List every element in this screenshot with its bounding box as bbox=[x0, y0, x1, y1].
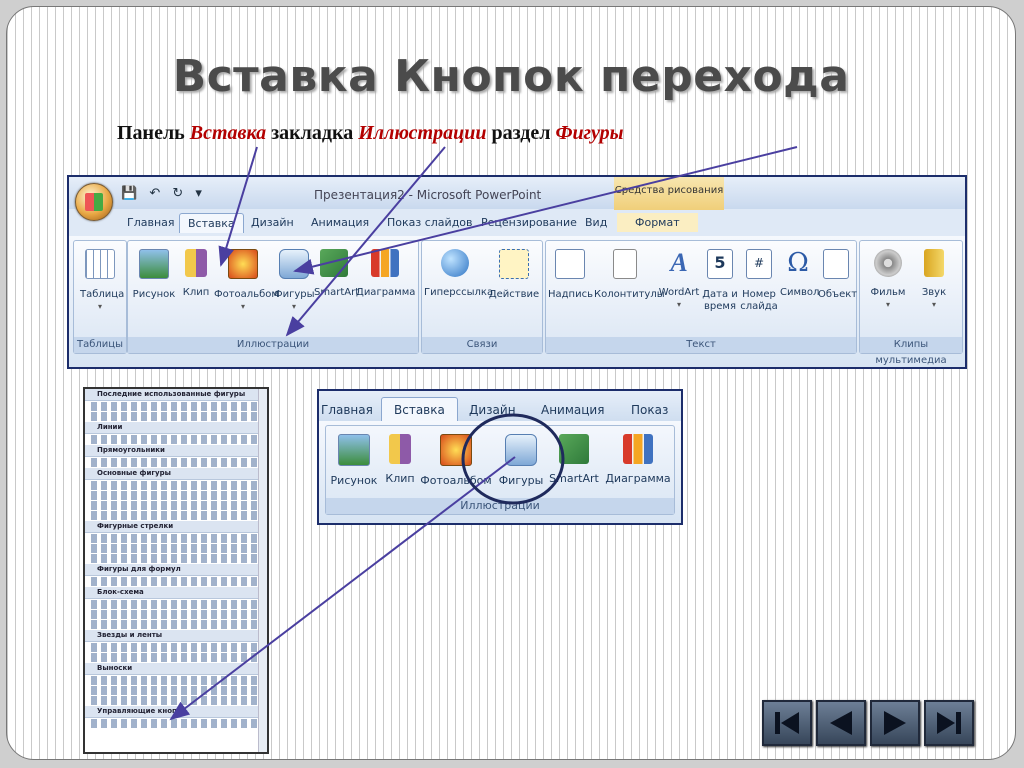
datetime-label-2: время bbox=[704, 301, 736, 312]
datetime-button[interactable] bbox=[702, 249, 738, 313]
clip-button[interactable] bbox=[180, 249, 212, 299]
group-label-illustrations: Иллюстрации bbox=[128, 337, 418, 353]
picture-icon bbox=[338, 434, 370, 466]
ribbon-screenshot bbox=[67, 175, 967, 369]
shape-row[interactable] bbox=[91, 600, 261, 609]
slide-number-button[interactable] bbox=[740, 249, 778, 313]
tab-slideshow[interactable]: Показ слайдов bbox=[387, 216, 473, 229]
gallery-section: Блок-схема bbox=[85, 587, 267, 599]
shape-row[interactable] bbox=[91, 501, 261, 510]
shape-row[interactable] bbox=[91, 491, 261, 500]
group-text bbox=[545, 240, 857, 354]
action-label: Действие bbox=[488, 289, 540, 300]
chart-icon bbox=[623, 434, 653, 464]
shape-row[interactable] bbox=[91, 686, 261, 695]
slide-number-label: Номер bbox=[742, 289, 776, 300]
table-icon bbox=[85, 249, 115, 279]
shape-row[interactable] bbox=[91, 676, 261, 685]
shape-row[interactable] bbox=[91, 577, 261, 586]
group-label-media: Клипы мультимедиа bbox=[860, 337, 962, 353]
ribbon-tabs bbox=[69, 210, 965, 236]
header-footer-button[interactable] bbox=[594, 249, 665, 301]
wordart-button[interactable] bbox=[658, 249, 700, 311]
tab-home[interactable]: Главная bbox=[321, 403, 373, 417]
next-slide-button[interactable] bbox=[870, 700, 920, 746]
slide-title: Вставка Кнопок перехода bbox=[172, 51, 850, 102]
action-buttons-row[interactable] bbox=[91, 719, 261, 728]
shapes-icon bbox=[279, 249, 309, 279]
undo-icon[interactable]: ↶ bbox=[149, 186, 161, 201]
redo-icon[interactable]: ↻ bbox=[172, 186, 184, 201]
shapes-label: Фигуры bbox=[274, 289, 315, 300]
globe-icon bbox=[441, 249, 469, 277]
shape-row[interactable] bbox=[91, 653, 261, 662]
tab-slideshow[interactable]: Показ bbox=[631, 403, 669, 417]
smartart-button[interactable] bbox=[314, 249, 360, 299]
ribbon-body bbox=[69, 236, 965, 367]
dropdown-arrow-icon: ▾ bbox=[97, 302, 102, 311]
table-label: Таблица bbox=[80, 289, 125, 300]
star-icon bbox=[499, 249, 529, 279]
object-button[interactable] bbox=[818, 249, 858, 301]
shapes-button[interactable] bbox=[274, 249, 314, 313]
ribbon-zoom bbox=[317, 389, 683, 525]
save-icon[interactable]: 💾 bbox=[121, 186, 138, 201]
photo-album-label: Фотоальбом bbox=[214, 289, 279, 300]
group-links bbox=[421, 240, 543, 354]
clip-label: Клип bbox=[385, 472, 415, 485]
action-button[interactable] bbox=[488, 249, 540, 301]
group-illustrations bbox=[127, 240, 419, 354]
next-slide-icon bbox=[872, 702, 918, 744]
smartart-label: SmartArt bbox=[549, 472, 599, 485]
gallery-section: Звезды и ленты bbox=[85, 630, 267, 642]
speaker-icon bbox=[924, 249, 944, 277]
gallery-scrollbar[interactable] bbox=[258, 389, 267, 752]
slide bbox=[6, 6, 1016, 760]
object-icon bbox=[823, 249, 849, 279]
tab-view[interactable]: Вид bbox=[585, 216, 608, 229]
sound-button[interactable] bbox=[912, 249, 956, 311]
smartart-label: SmartArt bbox=[314, 287, 360, 298]
first-slide-button[interactable] bbox=[762, 700, 812, 746]
shape-row[interactable] bbox=[91, 610, 261, 619]
subtitle-part: закладка bbox=[266, 122, 359, 144]
dropdown-arrow-icon: ▾ bbox=[885, 300, 890, 309]
wordart-label: WordArt bbox=[658, 287, 700, 298]
tab-format[interactable]: Формат bbox=[617, 213, 698, 232]
photo-album-icon bbox=[440, 434, 472, 466]
textbox-button[interactable] bbox=[548, 249, 592, 301]
shape-row[interactable] bbox=[91, 511, 261, 520]
picture-label: Рисунок bbox=[330, 474, 378, 487]
group-label-text: Текст bbox=[546, 337, 856, 353]
chart-button[interactable] bbox=[356, 249, 414, 299]
shape-row[interactable] bbox=[91, 534, 261, 543]
calendar-icon: 5 bbox=[707, 249, 733, 279]
gallery-section: Прямоугольники bbox=[85, 445, 267, 457]
dropdown-arrow-icon: ▾ bbox=[240, 302, 245, 311]
slide-subtitle bbox=[117, 122, 624, 145]
shape-row[interactable] bbox=[91, 544, 261, 553]
chart-label: Диаграмма bbox=[605, 472, 671, 485]
gallery-section: Управляющие кнопки bbox=[85, 706, 267, 718]
chart-label: Диаграмма bbox=[356, 287, 416, 298]
sound-label: Звук bbox=[921, 287, 947, 298]
header-footer-label: Колонтитулы bbox=[594, 289, 665, 300]
group-illustrations bbox=[325, 425, 675, 515]
tab-design[interactable]: Дизайн bbox=[469, 403, 516, 417]
textbox-label: Надпись bbox=[548, 289, 593, 300]
clip-button[interactable] bbox=[384, 434, 416, 485]
photo-album-label: Фотоальбом bbox=[420, 474, 492, 487]
tab-insert[interactable]: Вставка bbox=[381, 397, 458, 422]
picture-button[interactable] bbox=[132, 249, 176, 301]
clip-icon bbox=[389, 434, 411, 464]
gallery-section: Последние использованные фигуры bbox=[85, 389, 267, 401]
group-media bbox=[859, 240, 963, 366]
movie-label: Фильм bbox=[870, 287, 906, 298]
photo-album-icon bbox=[228, 249, 258, 279]
omega-icon: Ω bbox=[787, 248, 809, 278]
tab-review[interactable]: Рецензирование bbox=[481, 216, 577, 229]
gallery-section: Линии bbox=[85, 422, 267, 434]
shape-row[interactable] bbox=[91, 643, 261, 652]
hash-icon: # bbox=[746, 249, 772, 279]
tab-home[interactable]: Главная bbox=[127, 216, 175, 229]
gallery-section: Фигурные стрелки bbox=[85, 521, 267, 533]
photo-album-button[interactable] bbox=[214, 249, 279, 313]
dropdown-arrow-icon: ▾ bbox=[676, 300, 681, 309]
hyperlink-label: Гиперссылка bbox=[424, 287, 494, 298]
group-label-links: Связи bbox=[422, 337, 542, 353]
dropdown-arrow-icon: ▾ bbox=[931, 300, 936, 309]
quick-access-toolbar bbox=[121, 186, 210, 201]
shape-row[interactable] bbox=[91, 435, 261, 444]
shapes-label: Фигуры bbox=[498, 474, 544, 487]
tab-insert[interactable]: Вставка bbox=[179, 213, 244, 233]
ribbon-titlebar bbox=[69, 177, 965, 209]
shapes-gallery bbox=[83, 387, 269, 754]
previous-slide-button[interactable] bbox=[816, 700, 866, 746]
drawing-tools-header: Средства рисования bbox=[614, 177, 724, 210]
ribbon-zoom-body bbox=[319, 421, 681, 523]
ribbon-zoom-tabs bbox=[319, 391, 681, 421]
picture-icon bbox=[139, 249, 169, 279]
shape-row[interactable] bbox=[91, 696, 261, 705]
slide-number-label-2: слайда bbox=[740, 301, 778, 312]
subtitle-shapes: Фигуры bbox=[555, 122, 624, 144]
dropdown-arrow-icon: ▾ bbox=[291, 302, 296, 311]
chart-button[interactable] bbox=[604, 434, 672, 485]
tab-animation[interactable]: Анимация bbox=[541, 403, 605, 417]
group-tables bbox=[73, 240, 127, 354]
clip-label: Клип bbox=[182, 287, 210, 298]
clip-icon bbox=[185, 249, 207, 277]
hyperlink-button[interactable] bbox=[424, 249, 494, 299]
picture-button[interactable] bbox=[328, 434, 380, 487]
gallery-section: Основные фигуры bbox=[85, 468, 267, 480]
shape-row[interactable] bbox=[91, 481, 261, 490]
shapes-button[interactable] bbox=[498, 434, 544, 487]
tab-design[interactable]: Дизайн bbox=[251, 216, 294, 229]
subtitle-part: раздел bbox=[486, 122, 556, 144]
shape-row[interactable] bbox=[91, 402, 261, 411]
shape-row[interactable] bbox=[91, 620, 261, 629]
photo-album-button[interactable] bbox=[420, 434, 492, 487]
office-logo-icon bbox=[85, 193, 103, 211]
chart-icon bbox=[371, 249, 399, 277]
datetime-label: Дата и bbox=[702, 289, 738, 300]
gallery-section: Фигуры для формул bbox=[85, 564, 267, 576]
last-slide-button[interactable] bbox=[924, 700, 974, 746]
shapes-icon bbox=[505, 434, 537, 466]
picture-label: Рисунок bbox=[132, 289, 176, 300]
shape-row[interactable] bbox=[91, 412, 261, 421]
tab-animation[interactable]: Анимация bbox=[311, 216, 370, 229]
textbox-icon bbox=[555, 249, 585, 279]
group-label-tables: Таблицы bbox=[74, 337, 126, 353]
symbol-button[interactable] bbox=[780, 248, 820, 299]
last-slide-icon bbox=[926, 702, 972, 744]
subtitle-illustrations: Иллюстрации bbox=[358, 122, 487, 144]
first-slide-icon bbox=[764, 702, 810, 744]
shape-row[interactable] bbox=[91, 554, 261, 563]
symbol-label: Символ bbox=[780, 287, 820, 298]
gallery-section: Выноски bbox=[85, 663, 267, 675]
header-footer-icon bbox=[613, 249, 637, 279]
smartart-button[interactable] bbox=[548, 434, 600, 485]
subtitle-part: Панель bbox=[117, 122, 190, 144]
previous-slide-icon bbox=[818, 702, 864, 744]
film-reel-icon bbox=[874, 249, 902, 277]
subtitle-insert: Вставка bbox=[189, 122, 267, 144]
wordart-icon: A bbox=[670, 248, 688, 277]
window-title: Презентация2 - Microsoft PowerPoint bbox=[314, 188, 542, 202]
smartart-icon bbox=[559, 434, 589, 464]
table-button[interactable] bbox=[80, 249, 125, 313]
customize-icon[interactable]: ▾ bbox=[195, 186, 202, 201]
group-label-illustrations: Иллюстрации bbox=[326, 498, 674, 514]
object-label: Объект bbox=[818, 289, 858, 300]
shape-row[interactable] bbox=[91, 458, 261, 467]
smartart-icon bbox=[320, 249, 348, 277]
movie-button[interactable] bbox=[866, 249, 910, 311]
